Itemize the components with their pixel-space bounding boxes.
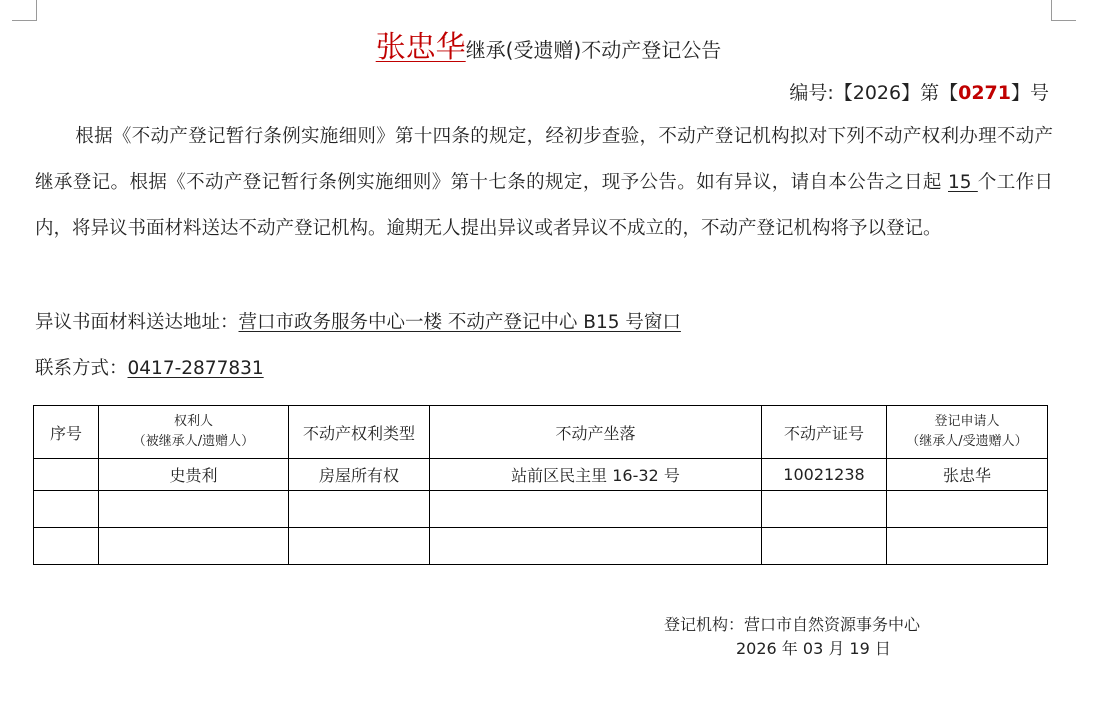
empty-cell [887, 491, 1048, 528]
body-text-2: 个工作日内，将异议书面材料送达不动产登记机构。逾期无人提出异议或者异议不成立的，不动产登记机构将予以登记。 [35, 172, 1053, 239]
empty-cell [762, 491, 887, 528]
contact-label: 联系方式： [35, 358, 128, 379]
doc-number [789, 78, 1049, 105]
empty-cell [99, 491, 289, 528]
header-holder-sub: （被继承人/遗赠人） [132, 434, 255, 449]
cell-location: 站前区民主里 16-32 号 [430, 459, 762, 491]
empty-cell [430, 491, 762, 528]
notice-body [35, 114, 1053, 252]
registration-table [33, 405, 1048, 565]
doc-number-prefix: 编号:【2026】第【 [789, 82, 959, 104]
body-text-1: 根据《不动产登记暂行条例实施细则》第十四条的规定，经初步查验，不动产登记机构拟对下列不动产权利办理不动产继承登记。根据《不动产登记暂行条例实施细则》第十七条的规定，现予公告。如有异议，请自本公告之日起 [35, 126, 1053, 193]
address-value: 营口市政务服务中心一楼 不动产登记中心 B15 号窗口 [238, 312, 681, 333]
empty-cell [430, 528, 762, 565]
header-applicant-sub: （继承人/受遗赠人） [906, 434, 1028, 449]
title-name: 张忠华 [375, 30, 466, 65]
table-row-empty [34, 491, 1048, 528]
header-right-type: 不动产权利类型 [289, 406, 430, 459]
cell-holder: 史贵利 [99, 459, 289, 491]
registration-authority: 登记机构：营口市自然资源事务中心 [664, 615, 921, 634]
doc-number-suffix: 】号 [1010, 82, 1049, 104]
table-header-row [34, 406, 1048, 459]
table-row-empty [34, 528, 1048, 565]
empty-cell [887, 528, 1048, 565]
empty-cell [99, 528, 289, 565]
header-applicant [887, 406, 1048, 459]
header-holder-main: 权利人 [173, 414, 213, 429]
cell-right-type: 房屋所有权 [289, 459, 430, 491]
objection-days: 15 [948, 172, 978, 193]
contact-value: 0417-2877831 [127, 358, 264, 379]
crop-mark-top-right [1051, 0, 1076, 21]
header-seq: 序号 [34, 406, 99, 459]
notice-title [0, 22, 1097, 66]
header-holder [99, 406, 289, 459]
table-row [34, 459, 1048, 491]
empty-cell [34, 491, 99, 528]
header-location: 不动产坐落 [430, 406, 762, 459]
empty-cell [34, 528, 99, 565]
address-line [35, 308, 681, 334]
cell-cert-no: 10021238 [762, 459, 887, 491]
empty-cell [762, 528, 887, 565]
cell-seq [34, 459, 99, 491]
empty-cell [289, 491, 430, 528]
notice-date: 2026 年 03 月 19 日 [736, 639, 891, 658]
doc-number-value: 0271 [958, 82, 1011, 104]
address-label: 异议书面材料送达地址： [35, 312, 239, 333]
crop-mark-top-left [12, 0, 37, 21]
header-applicant-main: 登记申请人 [934, 414, 1000, 429]
header-cert-no: 不动产证号 [762, 406, 887, 459]
empty-cell [289, 528, 430, 565]
contact-line [35, 354, 264, 380]
cell-applicant: 张忠华 [887, 459, 1048, 491]
title-suffix: 继承(受遗赠)不动产登记公告 [465, 38, 722, 62]
